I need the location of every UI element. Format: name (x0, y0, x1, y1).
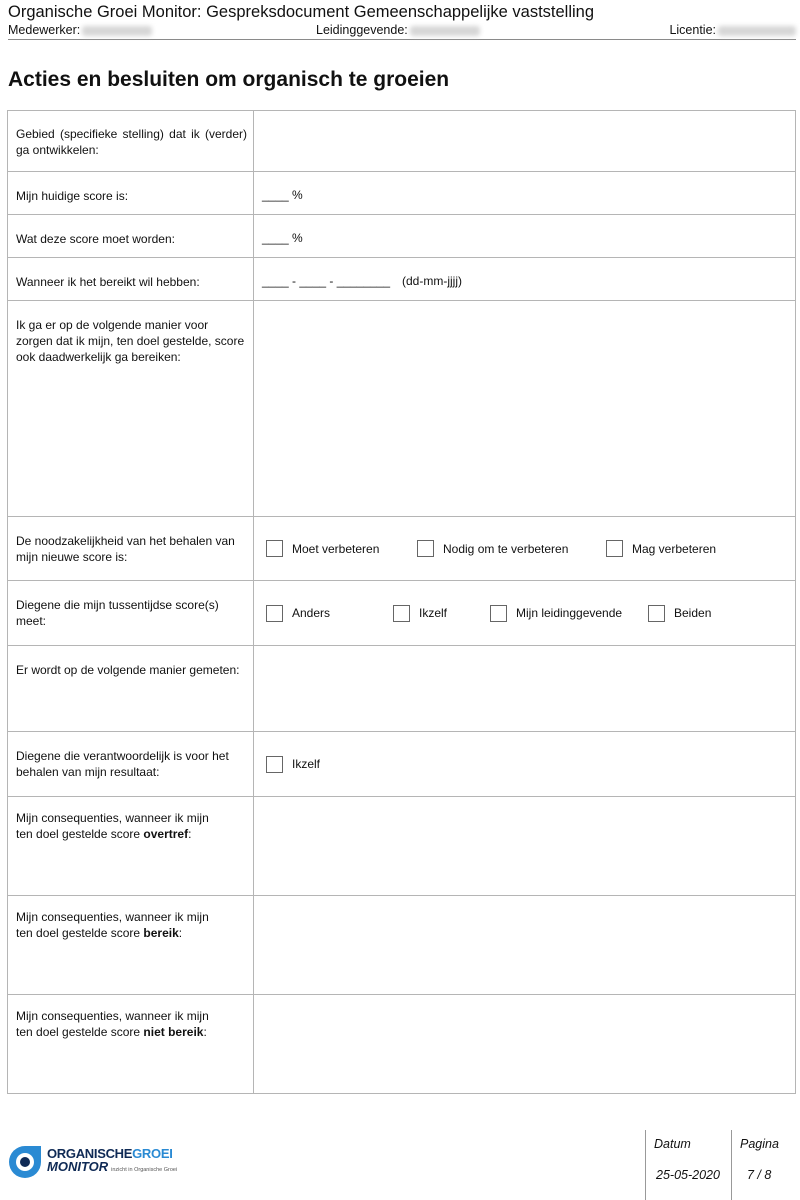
form-row-bereik (8, 896, 796, 995)
option-ikzelf-verantwoordelijk[interactable] (266, 732, 320, 796)
verantwoordelijk-label: Diegene die verantwoordelijk is voor het behalen van mijn resultaat: (16, 749, 229, 779)
organische-groei-monitor-logo (7, 1144, 177, 1180)
checkbox[interactable] (490, 605, 507, 622)
medewerker-field (8, 23, 152, 37)
manier-input-area[interactable] (254, 301, 796, 517)
wanneer-date-blank: ____ - ____ - ________ (262, 274, 391, 288)
checkbox[interactable] (393, 605, 410, 622)
gebied-label: Gebied (specifieke stelling) dat ik (verder) ga ontwikkelen: (16, 127, 247, 157)
licentie-field (669, 23, 796, 37)
pagina-value: 7 / 8 (747, 1168, 772, 1182)
option-label: Mijn leidinggevende (516, 606, 623, 620)
huidige-score-label: Mijn huidige score is: (16, 189, 129, 203)
overtref-input-area[interactable] (254, 797, 796, 896)
form-row-overtref (8, 797, 796, 896)
niet-bereik-input-area[interactable] (254, 995, 796, 1094)
option-mijn-leidinggevende[interactable] (490, 581, 622, 645)
form-row-niet-bereik (8, 995, 796, 1094)
licentie-redacted-value (718, 26, 796, 36)
leidinggevende-label: Leidinggevende: (316, 23, 408, 37)
page-footer (0, 1130, 800, 1200)
bereik-label: Mijn consequenties, wanneer ik mijn ten doel gestelde score bereik: (16, 910, 209, 940)
option-mag-verbeteren[interactable] (606, 517, 716, 580)
meta-row (8, 22, 796, 40)
doel-score-blank: ____ % (262, 231, 303, 245)
logo-word-monitor: MONITOR (47, 1159, 109, 1174)
huidige-score-input[interactable] (254, 172, 796, 215)
form-row-wanneer (8, 258, 796, 301)
doel-score-label: Wat deze score moet worden: (16, 232, 175, 246)
option-label: Ikzelf (419, 606, 448, 620)
wanneer-date-input[interactable] (254, 258, 796, 301)
leidinggevende-field (316, 23, 480, 37)
pagina-label: Pagina (740, 1137, 779, 1151)
medewerker-redacted-value (82, 26, 152, 36)
wanneer-label: Wanneer ik het bereikt wil hebben: (16, 275, 200, 289)
option-label: Ikzelf (292, 757, 321, 771)
bereik-input-area[interactable] (254, 896, 796, 995)
form-row-gebied (8, 111, 796, 172)
logo-tagline: inzicht in Organische Groei (111, 1167, 178, 1173)
document-header (8, 2, 796, 40)
form-row-gemeten (8, 646, 796, 732)
gemeten-label: Er wordt op de volgende manier gemeten: (16, 663, 240, 677)
logo-mark-icon (7, 1144, 43, 1180)
form-row-noodzaak (8, 517, 796, 581)
form-row-meet (8, 581, 796, 646)
medewerker-label: Medewerker: (8, 23, 81, 37)
gebied-input-area[interactable] (254, 111, 796, 172)
checkbox[interactable] (266, 540, 283, 557)
checkbox[interactable] (648, 605, 665, 622)
gemeten-input-area[interactable] (254, 646, 796, 732)
option-label: Beiden (674, 606, 712, 620)
niet-bereik-label: Mijn consequenties, wanneer ik mijn ten doel gestelde score niet bereik: (16, 1009, 209, 1039)
date-format-hint: (dd-mm-jjjj) (402, 274, 462, 288)
option-anders[interactable] (266, 581, 330, 645)
logo-word-groei: GROEI (132, 1146, 173, 1161)
checkbox[interactable] (606, 540, 623, 557)
logo-word-organische: ORGANISCHE (47, 1146, 133, 1161)
datum-label: Datum (654, 1137, 691, 1151)
option-ikzelf[interactable] (393, 581, 447, 645)
leidinggevende-redacted-value (410, 26, 480, 36)
noodzaak-label: De noodzakelijkheid van het behalen van mijn nieuwe score is: (16, 534, 235, 564)
huidige-score-blank: ____ % (262, 188, 303, 202)
section-title: Acties en besluiten om organisch te groeien (8, 68, 450, 91)
form-row-verantwoordelijk (8, 732, 796, 797)
form-row-huidige-score (8, 172, 796, 215)
form-row-manier (8, 301, 796, 517)
meet-label: Diegene die mijn tussentijdse score(s) meet: (16, 598, 219, 628)
checkbox[interactable] (266, 756, 283, 773)
overtref-label: Mijn consequenties, wanneer ik mijn ten doel gestelde score overtref: (16, 811, 209, 841)
document-title: Organische Groei Monitor: Gespreksdocument Gemeenschappelijke vaststelling (8, 3, 595, 21)
option-beiden[interactable] (648, 581, 711, 645)
option-label: Moet verbeteren (292, 541, 380, 556)
checkbox[interactable] (266, 605, 283, 622)
option-nodig-om-te-verbeteren[interactable] (417, 517, 568, 580)
option-label: Mag verbeteren (632, 541, 717, 556)
datum-block (645, 1130, 731, 1200)
doel-score-input[interactable] (254, 215, 796, 258)
action-form-table (7, 110, 796, 1094)
checkbox[interactable] (417, 540, 434, 557)
option-label: Anders (292, 606, 331, 620)
option-label: Nodig om te verbeteren (443, 541, 569, 556)
form-row-doel-score (8, 215, 796, 258)
licentie-label: Licentie: (669, 23, 716, 37)
datum-value: 25-05-2020 (656, 1168, 720, 1182)
manier-label: Ik ga er op de volgende manier voor zorgen dat ik mijn, ten doel gestelde, score ook daadwerkelijk ga bereiken: (16, 318, 245, 364)
pagina-block (731, 1130, 800, 1200)
option-moet-verbeteren[interactable] (266, 517, 379, 580)
